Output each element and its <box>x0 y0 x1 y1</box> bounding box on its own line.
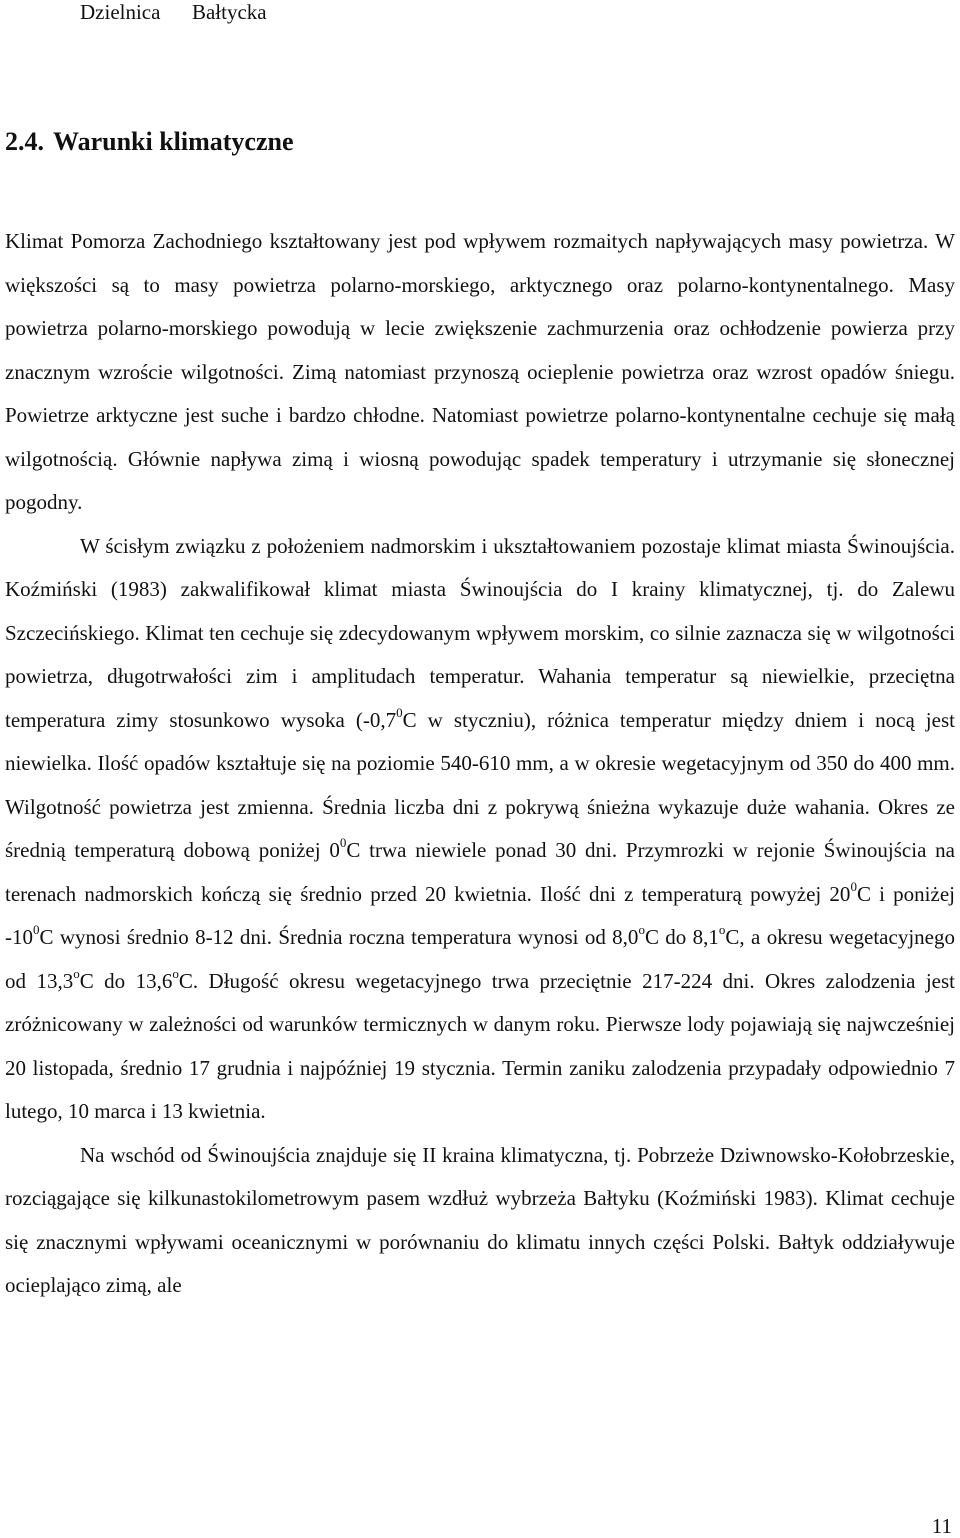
degree-superscript: o <box>638 922 645 937</box>
text-run: C w styczniu), różnica temperatur między dniem i nocą jest niewielka. Ilość opadów kształtuje się na poziomie 540-610 mm, a w okresie wegetacyjnym od 350 do 400 mm. Wilgotność powietrza jest zmienna. Średnia liczba dni z pokrywą śnieżna wykazuje duże wahania. Okres ze średnią temperaturą dobową poniżej 0 <box>5 707 955 862</box>
text-run: C trwa niewiele ponad 30 dni. Przymrozki w rejonie Świnoujścia na terenach nadmorskich kończą się średnio przed 20 kwietnia. Ilość dni z temperaturą powyżej 20 <box>5 838 955 906</box>
text-run: C do 8,1 <box>644 925 719 949</box>
section-heading <box>5 126 294 158</box>
degree-superscript: o <box>172 965 179 981</box>
degree-superscript: 0 <box>33 922 40 937</box>
degree-superscript: 0 <box>850 878 857 894</box>
text-run: C i poniżej -10 <box>5 881 955 949</box>
text-run: C do 13,6 <box>79 968 173 993</box>
paragraph-1 <box>5 220 955 525</box>
degree-superscript: o <box>718 922 726 937</box>
degree-superscript: o <box>73 965 80 981</box>
paragraph-2 <box>5 525 955 1134</box>
section-title: Warunki klimatyczne <box>53 127 294 156</box>
text-run: W ścisłym związku z położeniem nadmorskim i ukształtowaniem pozostaje klimat miasta Świnoujścia. Koźmiński (1983) zakwalifikował klimat miasta Świnoujścia do I krainy klimatycznej, tj. do Zalewu Szczecińskiego. Klimat ten cechuje się zdecydowanym wpływem morskim, co silnie zaznacza się w wilgotności powietrza, długotrwałości zim i amplitudach temperatur. Wahania temperatur są niewielkie, przeciętna temperatura zimy stosunkowo wysoka (-0,7 <box>5 533 955 732</box>
degree-superscript: 0 <box>396 704 403 720</box>
text-run: C, a okresu wegetacyjnego od 13,3 <box>5 925 955 993</box>
paragraph-text: Klimat Pomorza Zachodniego kształtowany jest pod wpływem rozmaitych napływających masy powietrza. W większości są to masy powietrza polarno-morskiego, arktycznego oraz polarno-kontynentalnego. Masy powietrza polarno-morskiego powodują w lecie zwiększenie zachmurzenia oraz ochłodzenie powierza przy znacznym wzroście wilgotności. Zimą natomiast przynoszą ocieplenie powietrza oraz wzrost opadów śniegu. Powietrze arktyczne jest suche i bardzo chłodne. Natomiast powietrze polarno-kontynentalne cechuje się małą wilgotnością. Głównie napływa zimą i wiosną powodując spadek temperatury i utrzymanie się słonecznej pogodny. <box>5 229 955 514</box>
paragraph-text: Na wschód od Świnoujścia znajduje się II kraina klimatyczna, tj. Pobrzeże Dziwnowsko-Kołobrzeskie, rozciągające się kilkunastokilometrowym pasem wzdłuż wybrzeża Bałtyku (Koźmiński 1983). Klimat cechuje się znacznymi wpływami oceanicznymi w porównaniu do klimatu innych części Polski. Bałtyk oddziaływuje ocieplająco zimą, ale <box>5 1142 955 1297</box>
page-number: 11 <box>931 1514 952 1538</box>
section-number: 2.4. <box>5 127 44 156</box>
body-text <box>5 220 955 1308</box>
text-run: C. Długość okresu wegetacyjnego trwa przeciętnie 217-224 dni. Okres zalodzenia jest zróżnicowany w zależności od warunków termicznych w danym roku. Pierwsze lody pojawiają się najwcześniej 20 listopada, średnio 17 grudnia i najpóźniej 19 stycznia. Termin zaniku zalodzenia przypadały odpowiednio 7 lutego, 10 marca i 13 kwietnia. <box>5 968 955 1123</box>
running-header: Dzielnica Bałtycka <box>80 0 267 24</box>
text-run: C wynosi średnio 8-12 dni. Średnia roczna temperatura wynosi od 8,0 <box>39 925 639 949</box>
degree-superscript: 0 <box>339 835 347 850</box>
paragraph-3 <box>5 1134 955 1308</box>
